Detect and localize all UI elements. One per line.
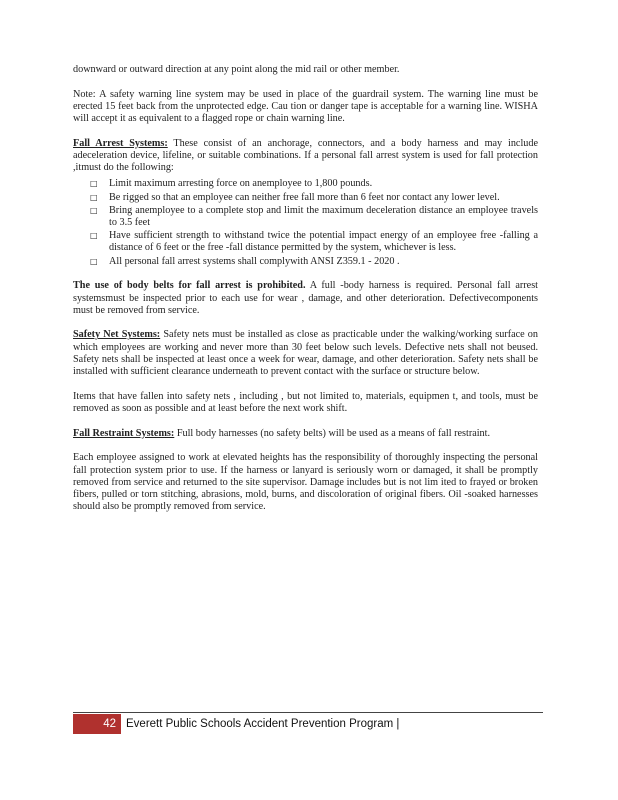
fall-arrest-text: These consist of an anchorage, connectors, and a body harness and may include adeceleration device, lifeline, or suitable combinations. If a personal fall arrest system is used for fall protection ,itmust do the following: — [73, 137, 538, 174]
body-belts-text: A full -body harness is required. Personal fall arrest systemsmust be inspected prior to each use for wear , damage, and other deterioration. Defectivecomponents must be removed from service. — [73, 280, 538, 316]
fall-arrest-requirements-list — [73, 178, 538, 267]
fall-arrest-heading: Fall Arrest Systems: — [73, 137, 168, 149]
list-item: □ Be rigged so that an employee can neither free fall more than 6 feet nor contact any lower level. — [90, 191, 500, 203]
body-belts-heading: The use of body belts for fall arrest is prohibited. — [73, 280, 306, 292]
paragraph-body-belts — [73, 280, 538, 317]
paragraph-fall-arrest — [73, 138, 538, 175]
paragraph-fall-restraint — [73, 428, 538, 440]
paragraph-inspection: Each employee assigned to work at elevated heights has the responsibility of thoroughly inspecting the personal fall protection system prior to use. If the harness or lanyard is seriously worn or damaged, it shall be promptly removed from service and returned to the site supervisor. Damage includes but is not lim ited to frayed or broken fibers, pulled or torn stitching, abrasions, mold, burns, and discoloration of original fibers. Oil -soaked harnesses should also be promptly removed from service. — [73, 452, 538, 513]
paragraph-items-fallen: Items that have fallen into safety nets , including , but not limited to, materials, equipmen t, and tools, must be removed as soon as possible and at least before the next work shift. — [73, 390, 538, 414]
fall-restraint-text: Full body harnesses (no safety belts) will be used as a means of fall restraint. — [174, 427, 491, 439]
paragraph-safety-nets — [73, 329, 538, 378]
footer-divider — [73, 712, 543, 713]
page-number-badge: 42 — [73, 714, 121, 734]
page-footer — [73, 714, 399, 734]
list-item: □ Bring anemployee to a complete stop and limit the maximum deceleration distance an employee travels to 3.5 feet — [90, 204, 538, 229]
list-item: □ Limit maximum arresting force on anemployee to 1,800 pounds. — [90, 178, 373, 190]
paragraph-midrail: downward or outward direction at any point along the mid rail or other member. — [73, 64, 400, 75]
safety-nets-heading: Safety Net Systems: — [73, 329, 161, 341]
list-item: □ Have sufficient strength to withstand twice the potential impact energy of an employee free -falling a distance of 6 feet or the free -fall distance permitted by the system, whichever is less. — [90, 230, 538, 254]
safety-nets-text: Safety nets must be installed as close as practicable under the walking/working surface on which employees are working and never more than 30 feet below such levels. Defective nets shall not beused. Safety nets shall be inspected at least once a week for wear, damage, and other deterioration. Safety nets shall be installed with sufficient clearance underneath to prevent contact with the surface or structure below. — [73, 329, 538, 378]
checkbox-bullet-icon: □ — [90, 256, 98, 266]
document-page — [73, 64, 538, 513]
checkbox-bullet-icon: □ — [90, 192, 98, 202]
list-item: □ All personal fall arrest systems shall complywith ANSI Z359.1 - 2020 . — [90, 255, 400, 267]
checkbox-bullet-icon: □ — [90, 231, 98, 241]
paragraph-warning-line-note: Note: A safety warning line system may be used in place of the guardrail system. The warning line must be erected 15 feet back from the unprotected edge. Cau tion or danger tape is acceptable for a warning line. WISHA will accept it as equivalent to a flagged rope or chain warning line. — [73, 88, 538, 125]
checkbox-bullet-icon: □ — [90, 205, 98, 215]
fall-restraint-heading: Fall Restraint Systems: — [73, 427, 175, 439]
checkbox-bullet-icon: □ — [90, 179, 98, 189]
footer-title: Everett Public Schools Accident Prevention Program | — [126, 718, 400, 730]
